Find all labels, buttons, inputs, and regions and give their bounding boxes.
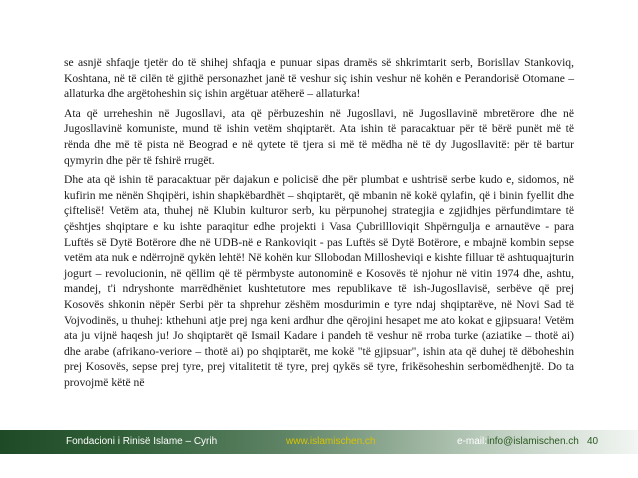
page-footer [0, 430, 638, 454]
email-label: e-mail: [457, 436, 488, 447]
website-link[interactable]: www.islamischen.ch [286, 436, 376, 447]
paragraph-2: Ata që urreheshin në Jugosllavi, ata që përbuzeshin në Jugosllavi, në Jugosllavinë mbretërore dhe në Jugosllavinë komuniste, mund të ishin vetëm shqiptarët. Ata ishin të paracaktuar për të bërë punët më të rënda dhe më të pista në Beograd e në qytete të tjera si më të mëdha në të dy Jugosllavitë: për të bartur qymyrin dhe për të fshirë rrugët. [64, 106, 574, 167]
publisher-name: Fondacioni i Rinisë Islame – Cyrih [66, 436, 218, 447]
email-link[interactable]: info@islamischen.ch [487, 436, 579, 447]
paragraph-3: Dhe ata që ishin të paracaktuar për dajakun e policisë dhe për plumbat e ushtrisë serbe kudo e, sidomos, në kufirin me nënën Shqipëri, ishin shapkëbardhët – shqiptarët, që mbanin në kokë qylafin, që i binin fyellit dhe çiftelisë! Vetëm ata, thuhej në Klubin kulturor serb, ku përpunohej strategjia e zgjidhjes përfundimtare të çështjes shqiptare e ku ishte paraqitur edhe projekti i Vasa Çubrillloviqit Shpërngulja e arnautëve - para Luftës së Dytë Botërore dhe në UDB-në e Rankoviqit - pas Luftës së Dytë Botërore, e mbajnë kombin sepse vetëm ata nuk e ndërrojnë qykën lehtë! Në kohën kur Sllobodan Millosheviqi e kishte filluar të ashtuquajturin jogurt – revolucionin, në qëllim që të përmbyste autonominë e Kosovës të njohur në vitin 1974 dhe, ashtu, mandej, t'i ndryshonte marrëdhëniet kushtetutore mes republikave të ish-Jugosllavisë, serbëve që prej Kosovës shkonin nëpër Serbi për ta shprehur zëshëm mosdurimin e tyre ndaj shqiptarëve, në Novi Sad të Vojvodinës, u thuhej: kthehuni atje prej nga keni ardhur dhe qërojini hesapet me ato kokat e gjipsuara! Vetëm ata ju vijnë haqesh ju! Jo shqiptarët që Ismail Kadare i pandeh të veshur në rroba turke (aziatike – thotë ai) dhe arabe (afrikano-veriore – thotë ai) po shqiptarët, me kokë "të gjipsuar", ishin ata që duhej të dëboheshin prej Kosovës, sepse prej tyre, prej vitalitetit të tyre, prej qykës së tyre, frikësoheshin serbomëdhenjtë. Do ta provojmë këtë në [64, 173, 574, 389]
paragraph-1: se asnjë shfaqje tjetër do të shihej shfaqja e punuar sipas dramës së shkrimtarit serb, Borisllav Stankoviq, Koshtana, në të cilën të gjithë personazhet janë të veshur siç ishin veshur në kohën e Perandorisë Otomane – allaturka dhe argëtoheshin siç ishin argëtuar atëherë – allaturka! [64, 56, 574, 101]
page-number: 40 [587, 436, 599, 447]
body-text [64, 55, 574, 394]
